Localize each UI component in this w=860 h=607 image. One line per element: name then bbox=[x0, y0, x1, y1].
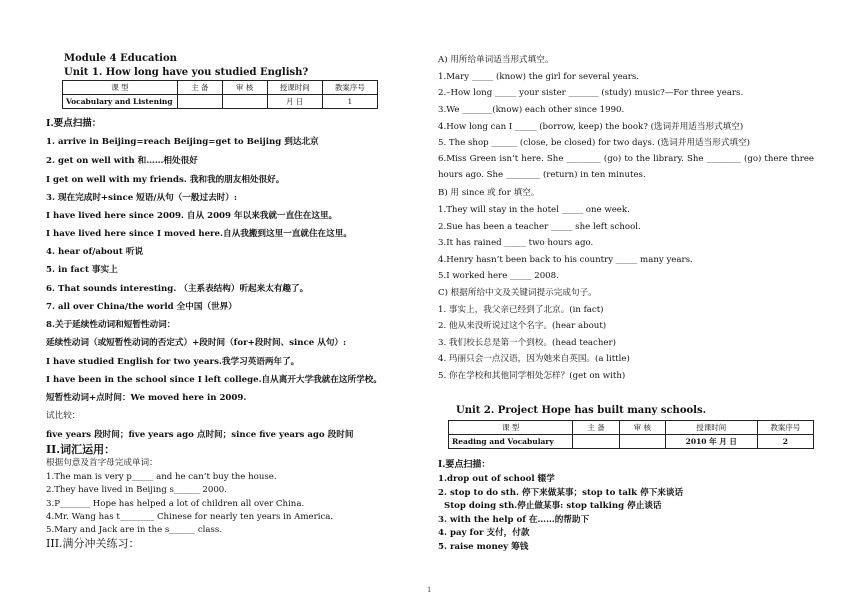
section2-heading: II.词汇运用： bbox=[46, 443, 116, 456]
partB-line: 5.I worked here _____ 2008. bbox=[438, 271, 559, 281]
unit2-point-line: 3. with the help of 在……的帮助下 bbox=[438, 515, 590, 525]
partA-line: 4.How long can I _____ (borrow, keep) the book? (选词并用适当形式填空) bbox=[438, 122, 744, 132]
point-line: I have lived here since 2009. 自从 2009 年以来我就一直住在这里。 bbox=[46, 211, 338, 221]
partA-line: 3.We _______(know) each other since 1990. bbox=[438, 105, 625, 115]
table-cell: Vocabulary and Listening bbox=[63, 95, 178, 109]
point-line: I have been in the school since I left college.自从离开大学我就在这所学校。 bbox=[46, 375, 382, 385]
table-header-cell: 课 型 bbox=[449, 421, 573, 435]
point-line: 8.关于延续性动词和短暂性动词： bbox=[46, 320, 176, 330]
point-line: 4. hear of/about 听说 bbox=[46, 247, 144, 257]
table-cell bbox=[177, 95, 222, 109]
partA-line: 5. The shop ______ (close, be closed) for two days. (选词并用适当形式填空) bbox=[438, 138, 750, 148]
partC-heading: C) 根据所给中文及关键词提示完成句子。 bbox=[438, 288, 597, 298]
unit2-lesson-table bbox=[448, 420, 814, 449]
point-line: five years 段时间；five years ago 点时间；since five years ago 段时间 bbox=[46, 430, 354, 440]
table-header-cell: 审 核 bbox=[619, 421, 665, 435]
section3-heading: III.满分冲关练习： bbox=[46, 537, 140, 550]
unit2-title: Unit 2. Project Hope has built many schools. bbox=[456, 405, 707, 416]
table-cell bbox=[619, 435, 665, 449]
unit2-point-line: 5. raise money 筹钱 bbox=[438, 542, 529, 552]
table-cell bbox=[573, 435, 619, 449]
section1-heading: I.要点扫描： bbox=[46, 118, 102, 129]
partC-line: 1. 事实上，我父亲已经到了北京。(in fact) bbox=[438, 305, 604, 315]
point-line: 试比较： bbox=[46, 411, 81, 421]
unit2-section1-heading: I.要点扫描： bbox=[438, 460, 491, 470]
vocab-exercise-line: 4.Mr. Wang has t________ Chinese for nearly ten years in America. bbox=[46, 512, 334, 522]
table-header-cell: 教案序号 bbox=[322, 81, 377, 95]
vocab-exercise-line: 3.P_______ Hope has helped a lot of children all over China. bbox=[46, 499, 305, 509]
table-header-cell: 教案序号 bbox=[757, 421, 813, 435]
unit2-point-line: Stop doing sth.停止做某事: stop talking 停止谈话 bbox=[438, 501, 662, 511]
point-line: 3. 现在完成时+since 短语/从句（一般过去时）: bbox=[46, 193, 238, 203]
partA-heading: A) 用所给单词适当形式填空。 bbox=[438, 55, 554, 65]
point-line: 5. in fact 事实上 bbox=[46, 265, 118, 275]
unit2-point-line: 2. stop to do sth. 停下来做某事；stop to talk 停下来谈话 bbox=[438, 488, 684, 498]
point-line: 2. get on well with 和……相处很好 bbox=[46, 156, 198, 166]
vocab-exercise-line: 2.They have lived in Beijing s______ 2000. bbox=[46, 485, 228, 495]
partA-line: 6.Miss Green isn’t here. She ________ (go) to the library. She ________ (go) there three hours ago. She ________ (return) in ten minutes. bbox=[438, 154, 814, 180]
vocab-exercise-line: 5.Mary and Jack are in the s______ class. bbox=[46, 525, 223, 535]
unit2-point-line: 4. pay for 支付，付款 bbox=[438, 528, 530, 538]
point-line: I get on well with my friends. 我和我的朋友相处很好。 bbox=[46, 175, 285, 185]
partB-line: 2.Sue has been a teacher _____ she left school. bbox=[438, 222, 641, 232]
unit1-lesson-table bbox=[62, 80, 378, 109]
table-cell: Reading and Vocabulary bbox=[449, 435, 573, 449]
module-title: Module 4 Education bbox=[64, 53, 177, 64]
partB-line: 3.It has rained _____ two hours ago. bbox=[438, 238, 594, 248]
table-cell: 1 bbox=[322, 95, 377, 109]
point-line: I have studied English for two years.我学习英语两年了。 bbox=[46, 357, 300, 367]
page-number: 1 bbox=[427, 586, 432, 594]
table-header-cell: 课 型 bbox=[63, 81, 178, 95]
partA-line: 2.–How long _____ your sister _______ (study) music?—For three years. bbox=[438, 88, 744, 98]
table-header-cell: 主 备 bbox=[573, 421, 619, 435]
table-cell: 2010 年 月 日 bbox=[665, 435, 757, 449]
section2-instruction: 根据句意及首字母完成单词： bbox=[46, 458, 158, 468]
partC-line: 5. 你在学校和其他同学相处怎样？(get on with) bbox=[438, 371, 626, 381]
point-line: 6. That sounds interesting. （主系表结构）听起来太有趣了。 bbox=[46, 284, 309, 294]
point-line: I have lived here since I moved here.自从我搬到这里一直就住在这里。 bbox=[46, 229, 352, 239]
table-header-cell: 审 核 bbox=[222, 81, 267, 95]
table-header-cell: 主 备 bbox=[177, 81, 222, 95]
partC-line: 4. 玛丽只会一点汉语，因为她来自英国。(a little) bbox=[438, 354, 630, 364]
table-cell: 2 bbox=[757, 435, 813, 449]
unit2-point-line: 1.drop out of school 辍学 bbox=[438, 474, 555, 484]
partC-line: 2. 他从来没听说过这个名字。(hear about) bbox=[438, 321, 607, 331]
unit1-title: Unit 1. How long have you studied English? bbox=[64, 67, 309, 78]
partB-heading: B) 用 since 或 for 填空。 bbox=[438, 188, 540, 198]
point-line: 1. arrive in Beijing=reach Beijing=get to Beijing 到达北京 bbox=[46, 137, 319, 147]
partA-line: 1.Mary _____ (know) the girl for several years. bbox=[438, 72, 640, 82]
table-header-cell: 授课时间 bbox=[665, 421, 757, 435]
point-line: 7. all over China/the world 全中国（世界） bbox=[46, 302, 237, 312]
partC-line: 3. 我们校长总是第一个到校。(head teacher) bbox=[438, 338, 616, 348]
table-cell bbox=[222, 95, 267, 109]
partB-line: 1.They will stay in the hotel _____ one week. bbox=[438, 205, 630, 215]
partB-line: 4.Henry hasn’t been back to his country _____ many years. bbox=[438, 255, 693, 265]
table-header-cell: 授课时间 bbox=[267, 81, 322, 95]
vocab-exercise-line: 1.The man is very p_____ and he can’t buy the house. bbox=[46, 472, 277, 482]
point-line: 延续性动词（或短暂性动词的否定式）+段时间（for+段时间、since 从句）: bbox=[46, 338, 347, 348]
point-line: 短暂性动词+点时间：We moved here in 2009. bbox=[46, 393, 247, 403]
table-cell: 月 日 bbox=[267, 95, 322, 109]
